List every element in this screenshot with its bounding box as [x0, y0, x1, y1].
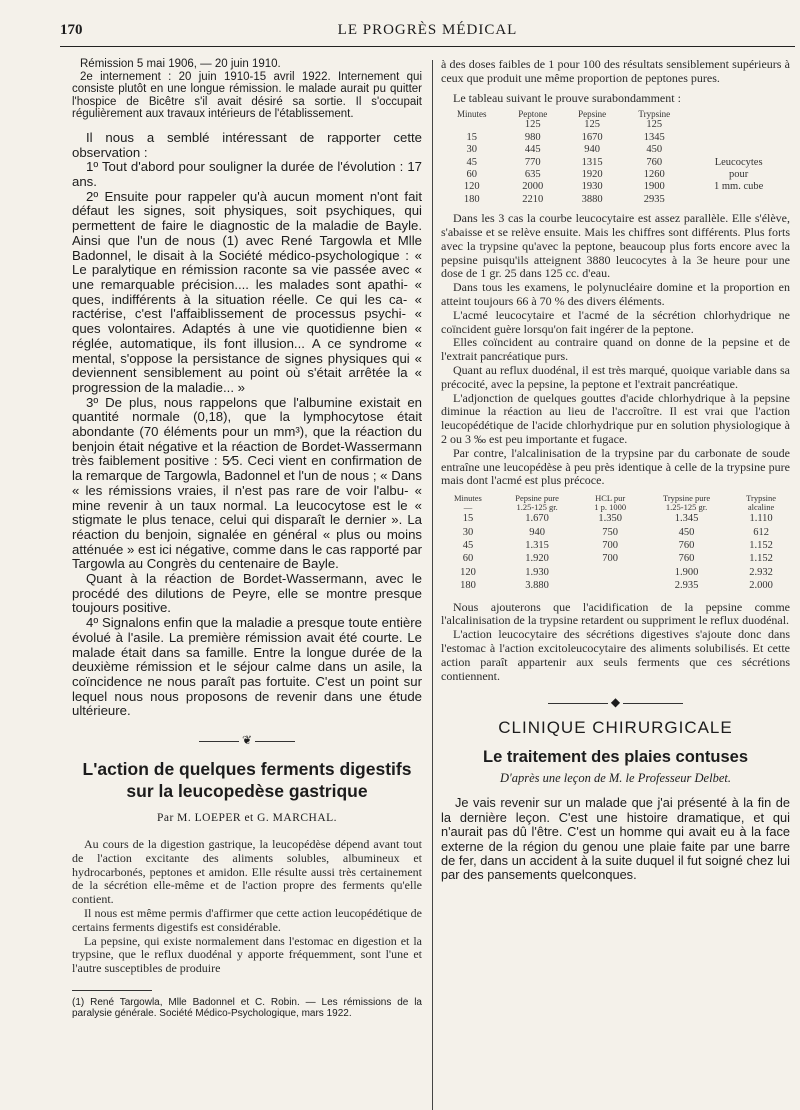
- table-cell: 940: [529, 526, 545, 538]
- table-cell: 1930: [581, 181, 603, 193]
- table-cell: 1.930: [525, 566, 549, 578]
- ornament-divider: ◆: [441, 695, 790, 710]
- paragraph: Par contre, l'alcalinisation de la trypsine par du carbonate de soude entraîne une leucopédèse à peu près identique à celle de la trypsine pure mais dont l'acmé est plus précoce.: [441, 445, 790, 488]
- table-cell: 2935: [643, 193, 665, 205]
- footnote: (1) René Targowla, Mlle Badonnel et C. Robin. — Les rémissions de la paralysie générale. Société Médico-Psychologique, mars 1922.: [72, 997, 422, 1020]
- article-title-line: L'action de quelques ferments digestifs: [82, 759, 412, 780]
- table-row: [441, 539, 790, 552]
- header-sublabel: 1.25-125 gr.: [516, 502, 558, 513]
- table-header: [687, 109, 790, 119]
- table-cell: [441, 119, 503, 131]
- table-header: Minutes: [456, 109, 487, 120]
- header-label: Trypsine pure: [662, 493, 711, 504]
- table-cell: 770: [524, 156, 541, 168]
- right-column: [441, 58, 790, 883]
- table-cell: 1260: [643, 169, 665, 181]
- paragraph: Nous ajouterons que l'acidification de la pepsine comme l'alcalinisation de la trypsine retardent ou suppriment le reflux duodénal.: [441, 599, 790, 628]
- conclusion-text: [441, 601, 790, 684]
- leucocyte-table-2: [441, 494, 790, 592]
- table-row: [441, 157, 790, 169]
- header-sublabel: 1.25-125 gr.: [665, 502, 708, 513]
- table-cell: 700: [602, 539, 619, 551]
- article-body: [72, 838, 422, 976]
- header-label: Trypsine: [746, 493, 777, 504]
- paragraph: La pepsine, qui existe normalement dans l'estomac en digestion et la trypsine, que le reflux duodénal y apporte fréquemment, sont l'une et l'autre susceptibles de produire: [72, 933, 422, 976]
- paragraph: Au cours de la digestion gastrique, la leucopédèse dépend avant tout de l'action excitante des aliments solubles, albumineux et hydrocarbonés, peptones et amidon. Elle résulte aussi très certainement de la sécrétion elle-même et de l'action propre des ferments qu'elle contient.: [72, 837, 422, 907]
- paragraph: L'action leucocytaire des sécrétions digestives s'ajoute donc dans l'estomac à l'action excitoleucocytaire des aliments solubilisés. Et cette action paraît appartenir aux seuls ferments que ces sécrétions contiennent.: [441, 627, 790, 683]
- table-cell: 1.345: [674, 513, 699, 525]
- table-cell: 125: [584, 119, 600, 131]
- table-cell: 125: [524, 119, 541, 131]
- intro-line: Rémission 5 mai 1906, — 20 juin 1910.: [80, 58, 281, 70]
- table-header: [641, 494, 732, 512]
- lecture-title: Le traitement des plaies contuses: [482, 748, 748, 767]
- table-cell: 45: [462, 539, 474, 551]
- article-title-line: sur la leucopedèse gastrique: [126, 781, 368, 802]
- paragraph: Dans tous les examens, le polynucléaire domine et la proportion en atteint toujours 66 à 70 % des divers éléments.: [441, 280, 790, 309]
- table-row: [441, 144, 790, 156]
- table-cell: 450: [646, 144, 663, 156]
- paragraph: Il nous a semblé intéressant de rapporter cette observation :: [72, 129, 422, 160]
- table-cell: 3.880: [525, 580, 549, 592]
- discussion-text: [441, 212, 790, 488]
- table-cell: [579, 566, 641, 579]
- table-cell: 940: [584, 144, 600, 156]
- header-label: Minutes: [454, 493, 482, 504]
- table-cell: 1 mm. cube: [714, 181, 764, 193]
- paragraph: 2º Ensuite pour rappeler qu'à aucun moment n'ont fait défaut les signes, soit physiques, soit psychiques, qui permettent de faire le diagnostic de la maladie de Bayle. Ainsi que l'un de nous (1) avec René Targowla et Mlle Badonnel, le disait à la Société médico-psychologique : « Le paralytique en rémission raconte sa vie passée avec « une remarquable précision.... les malades sont apathi- « ques, indifférents à la situation réelle. Ce qui les ca- « ractérise, c'est l'affaiblissement de processus psychi- « ques volontaires. Adaptés à une vie quotidienne bien « réglée, automatique, ils font illusion... A ce syndrome « mental, s'oppose la persistance de signes physiques qui « deviennent sensiblement au point où s'était arrêtée la « progression de la maladie... »: [72, 188, 422, 395]
- table-cell: 1.152: [749, 553, 773, 565]
- paragraph: Quant au reflux duodénal, il est très marqué, quoique variable dans sa précocité, avec la pepsine, la peptone et l'extrait pancréatique.: [441, 363, 790, 391]
- paragraph: L'adjonction de quelques gouttes d'acide chlorhydrique à la pepsine diminue la réaction au lieu de l'accroître. Il est vrai que l'action leucopédétique de l'acide chlorhydrique pur en solution physiologique à 2 ou 3 ‰ est peu importante et fugace.: [441, 390, 790, 446]
- lecture-byline: D'après une leçon de M. le Professeur Delbet.: [500, 771, 731, 786]
- header-label: Pepsine pure: [515, 493, 559, 504]
- paragraph: 1º Tout d'abord pour souligner la durée de l'évolution : 17 ans.: [72, 159, 422, 190]
- table-cell: [687, 119, 790, 131]
- table-header: [495, 494, 579, 512]
- page-number: 170: [60, 22, 83, 38]
- table-row: [441, 579, 790, 592]
- table-cell: 980: [524, 131, 541, 143]
- table-row: [441, 169, 790, 181]
- table-row: [441, 526, 790, 539]
- table-cell: 125: [646, 119, 663, 131]
- table-cell: 700: [602, 553, 619, 565]
- table-cell: 1.110: [749, 513, 773, 525]
- table-cell: 1900: [643, 181, 665, 193]
- header-sublabel: alcaline: [747, 502, 775, 513]
- table-cell: 1.152: [749, 539, 773, 551]
- ornament-divider: ❦: [72, 733, 422, 748]
- table-cell: 1315: [581, 156, 603, 168]
- page-header: [60, 22, 795, 44]
- table-cell: [687, 144, 790, 156]
- table-row: [441, 512, 790, 525]
- article-byline: Par M. LOEPER et G. MARCHAL.: [156, 812, 338, 825]
- paragraph: 4º Signalons enfin que la maladie a presque toute entière évolué à l'asile. La première rémission avait été courte. Le malade était dans sa famille. Entre la longue durée de la deuxième rémission et le séjour calme dans un asile, la coïncidence ne nous paraît pas fortuite. C'est un point sur lequel nous nous proposons de revenir dans une étude ultérieure.: [72, 615, 422, 719]
- table-row: [441, 566, 790, 579]
- table-cell: 760: [678, 553, 695, 565]
- paragraph: à des doses faibles de 1 pour 100 des résultats sensiblement supérieurs à ceux que produit une même proportion de peptones pures.: [441, 57, 790, 85]
- footnote-rule: [72, 990, 152, 991]
- table-cell: Leucocytes: [714, 156, 763, 168]
- table-cell: 15: [466, 131, 477, 143]
- case-intro: [72, 58, 422, 121]
- journal-title: LE PROGRÈS MÉDICAL: [337, 22, 518, 38]
- table-cell: 1.900: [674, 566, 699, 578]
- column-divider: [432, 60, 433, 1110]
- table-cell: 612: [753, 526, 769, 538]
- table-cell: 1345: [643, 131, 665, 143]
- table-cell: [687, 194, 790, 206]
- table-cell: 30: [462, 526, 474, 538]
- table-header: [732, 494, 790, 512]
- paragraph: 3º De plus, nous rappelons que l'albumine existait en quantité normale (0,18), que la lymphocytose était abondante (70 éléments pour un mm³), que la réaction du benjoin était négative et la réaction de Bordet-Wassermann très faiblement positive : 5⁄5. Ceci vient en confirmation de la remarque de Targowla, Badonnel et l'un de nous ; « Dans « les rémissions vraies, il n'est pas rare de voir l'albu- « mine revenir à un taux normal. La leucocytose est le « stigmate le plus tenace, celui qui disparaît le dernier ». La réaction du benjoin, signalée en général « plus ou moins atténuée » est ici négative, comme dans le cas rapporté par Targowla au Congrès du centenaire de Bayle.: [72, 394, 422, 572]
- table-header-row: [441, 109, 790, 119]
- table-cell: 1670: [581, 131, 603, 143]
- table-cell: 1.920: [525, 553, 549, 565]
- table-cell: 1920: [581, 169, 603, 181]
- table-row: [441, 194, 790, 206]
- paragraph: Dans les 3 cas la courbe leucocytaire est assez parallèle. Elle s'élève, s'abaisse et se relève ensuite. Mais les chiffres sont différents. Plus forts avec la trypsine qu'avec la peptone, beaucoup plus forts encore avec la pepsine puisqu'ils atteignent 3880 leucocytes à la 3e heure pour une dose de 1 gr. 25 dans 125 cc. d'eau.: [441, 211, 790, 281]
- paragraph: Le tableau suivant le prouve surabondamment :: [453, 90, 681, 105]
- leucocyte-table-1: [441, 109, 790, 206]
- table-cell: 3880: [581, 193, 603, 205]
- article-title: [72, 758, 422, 802]
- lecture-body: [441, 796, 790, 882]
- table-cell: 2.932: [749, 566, 773, 578]
- table-cell: 760: [646, 156, 663, 168]
- table-cell: 1.670: [525, 513, 549, 525]
- table-cell: [687, 132, 790, 144]
- table-cell: 635: [524, 169, 541, 181]
- continued-text: [441, 58, 790, 105]
- paragraph: Elles coïncident au contraire quand on donne de la pepsine et de l'extrait pancréatique purs.: [441, 335, 790, 364]
- paragraph: Quant à la réaction de Bordet-Wassermann, avec le procédé des dilutions de Peyre, elle se montre presque toujours positive.: [72, 571, 422, 616]
- header-rule: [60, 46, 795, 47]
- table-header: Trypsine: [638, 109, 671, 120]
- section-title: CLINIQUE CHIRURGICALE: [498, 718, 733, 738]
- header-label: HCL pur: [595, 493, 626, 504]
- table-cell: 1.350: [598, 513, 622, 525]
- table-cell: 60: [462, 553, 474, 565]
- table-cell: pour: [729, 169, 749, 181]
- table-header: [579, 494, 641, 512]
- observation-text: [72, 131, 422, 719]
- table-cell: 450: [678, 526, 695, 538]
- table-cell: 2000: [522, 181, 544, 193]
- table-row: [441, 552, 790, 565]
- header-sublabel: —: [463, 502, 473, 513]
- table-row: [441, 119, 790, 131]
- table-cell: 30: [466, 144, 477, 156]
- table-cell: 180: [460, 580, 476, 592]
- paragraph: L'acmé leucocytaire et l'acmé de la sécrétion chlorhydrique ne coïncident guère lorsqu'on fait ingérer de la peptone.: [441, 307, 790, 336]
- table-header: Peptone: [518, 109, 548, 120]
- header-sublabel: 1 p. 1000: [594, 502, 627, 513]
- table-cell: 120: [463, 181, 480, 193]
- table-cell: 120: [460, 566, 476, 578]
- table-cell: 1.315: [525, 539, 549, 551]
- paragraph: Je vais revenir sur un malade que j'ai présenté à la fin de la dernière leçon. C'est une histoire dramatique, et qui n'aurait pas dû l'être. C'est un homme qui avait eu à la face externe de la région du genou une plaie faite par une barre de fer, dans un accident à la suite duquel il fut soigné chez lui par des pansements quelconques.: [441, 795, 790, 883]
- table-cell: 2210: [522, 193, 544, 205]
- table-row: [441, 181, 790, 193]
- table-cell: 2.000: [749, 580, 773, 592]
- table-cell: [579, 579, 641, 592]
- table-cell: 60: [466, 169, 477, 181]
- table-cell: 445: [524, 144, 541, 156]
- table-cell: 45: [466, 156, 477, 168]
- table-header: [441, 494, 495, 512]
- table-cell: 15: [462, 513, 474, 525]
- table-cell: 750: [602, 526, 619, 538]
- table-header-row: [441, 494, 790, 512]
- table-row: [441, 132, 790, 144]
- intro-line: 2e internement : 20 juin 1910-15 avril 1922. Internement qui consiste plutôt en une longue rémission. le malade aurait pu quitter l'hospice de Bicêtre s'il avait désiré sa sortie. Il s'occupait régulièrement aux travaux intérieurs de l'établissement.: [72, 70, 422, 121]
- table-cell: 760: [678, 539, 695, 551]
- table-header: Pepsine: [578, 109, 607, 120]
- table-cell: 2.935: [674, 580, 699, 592]
- paragraph: Il nous est même permis d'affirmer que cette action leucopédétique de certains ferments digestifs est considérable.: [72, 906, 422, 934]
- table-cell: 180: [463, 193, 480, 205]
- left-column: [72, 58, 422, 1019]
